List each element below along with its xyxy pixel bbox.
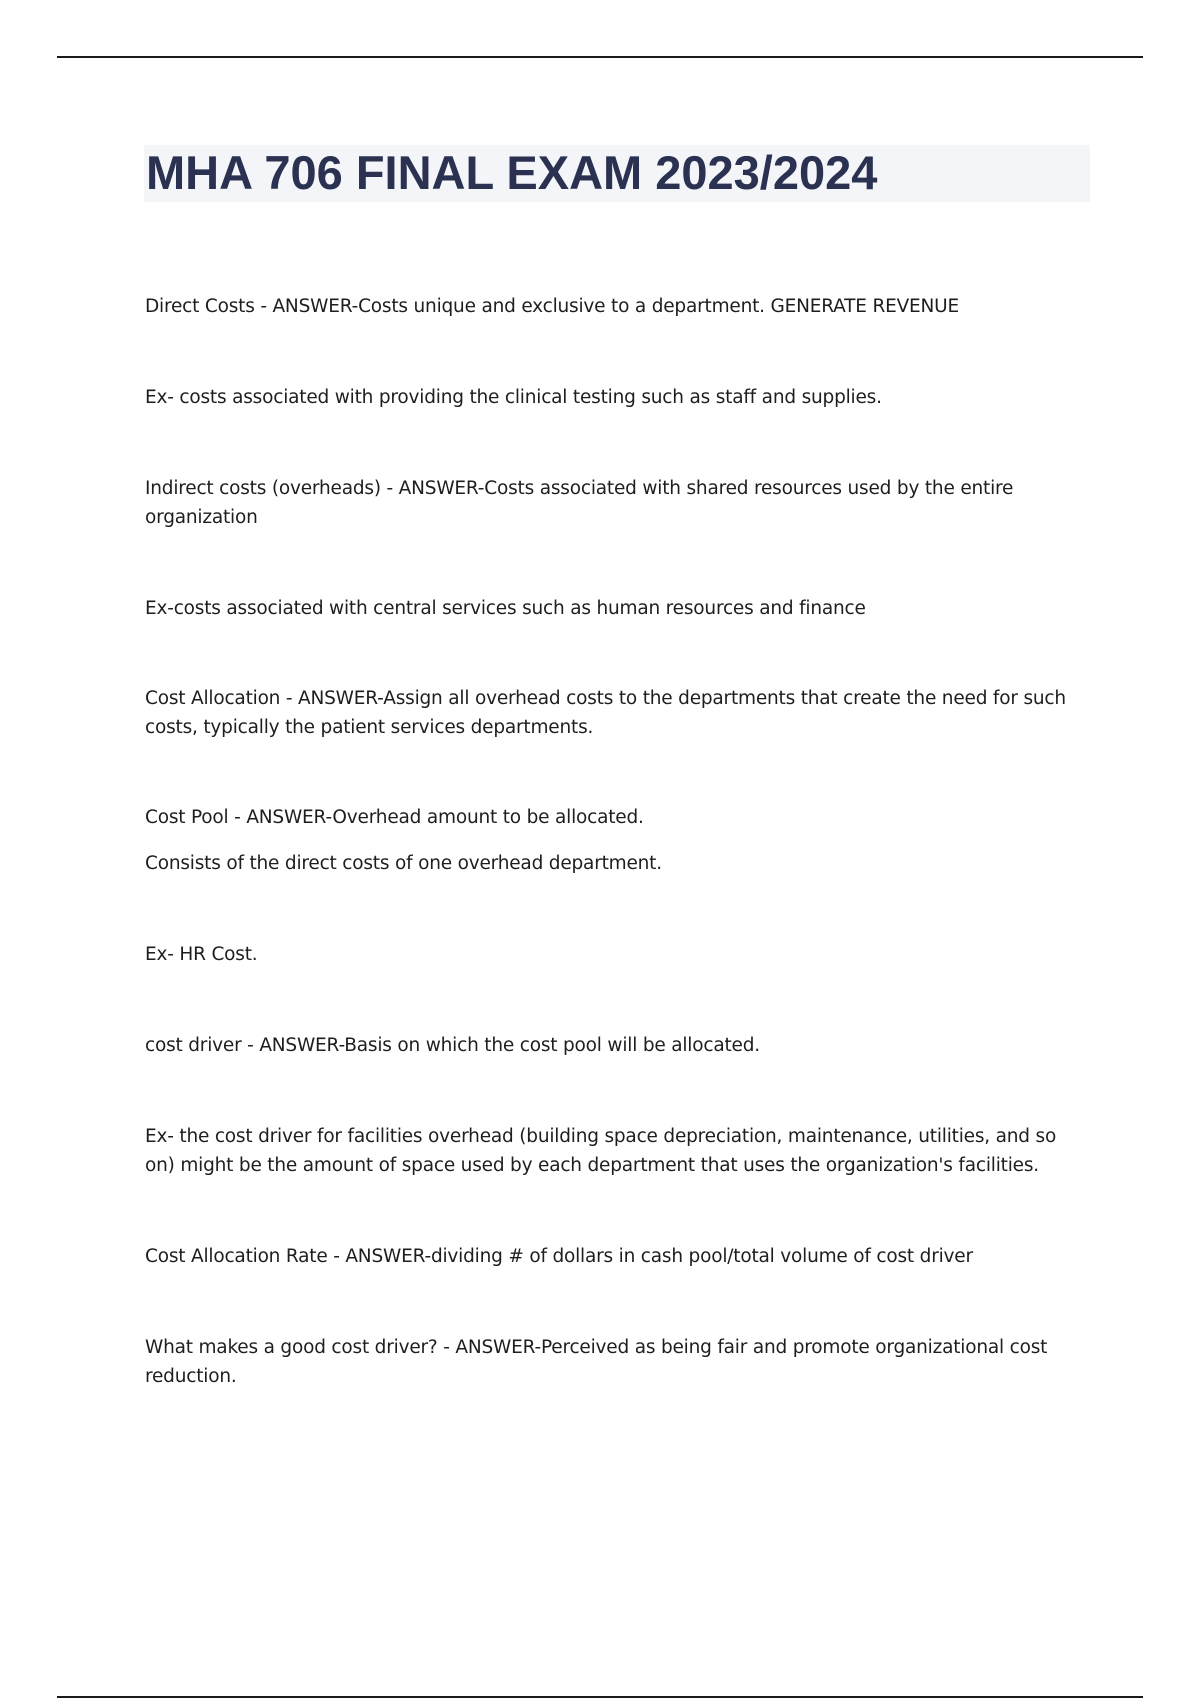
page-title: MHA 706 FINAL EXAM 2023/2024 — [146, 146, 878, 199]
paragraph-cost-pool: Cost Pool - ANSWER-Overhead amount to be allocated. — [145, 807, 644, 828]
bottom-rule — [57, 1696, 1143, 1698]
paragraph-cost-driver-example: Ex- the cost driver for facilities overhead (building space depreciation, maintenance, utilities, and so on) might be the amount of space used by each department that uses the organization's facilities. — [145, 1126, 1057, 1176]
paragraph-direct-costs: Direct Costs - ANSWER-Costs unique and exclusive to a department. GENERATE REVENUE — [145, 296, 960, 317]
paragraph-cost-pool-example: Ex- HR Cost. — [145, 944, 258, 965]
top-rule — [57, 56, 1143, 58]
paragraph-cost-allocation-rate: Cost Allocation Rate - ANSWER-dividing # of dollars in cash pool/total volume of cost driver — [145, 1246, 973, 1267]
paragraph-cost-pool-detail: Consists of the direct costs of one overhead department. — [145, 853, 662, 874]
paragraph-good-cost-driver: What makes a good cost driver? - ANSWER-Perceived as being fair and promote organizational cost reduction. — [145, 1337, 1048, 1387]
paragraph-indirect-costs: Indirect costs (overheads) - ANSWER-Costs associated with shared resources used by the entire organization — [145, 478, 1014, 528]
paragraph-cost-allocation: Cost Allocation - ANSWER-Assign all overhead costs to the departments that create the need for such costs, typically the patient services departments. — [145, 688, 1066, 738]
paragraph-cost-driver: cost driver - ANSWER-Basis on which the cost pool will be allocated. — [145, 1035, 760, 1056]
paragraph-direct-costs-example: Ex- costs associated with providing the clinical testing such as staff and supplies. — [145, 387, 882, 408]
paragraph-indirect-costs-example: Ex-costs associated with central services such as human resources and finance — [145, 598, 866, 619]
